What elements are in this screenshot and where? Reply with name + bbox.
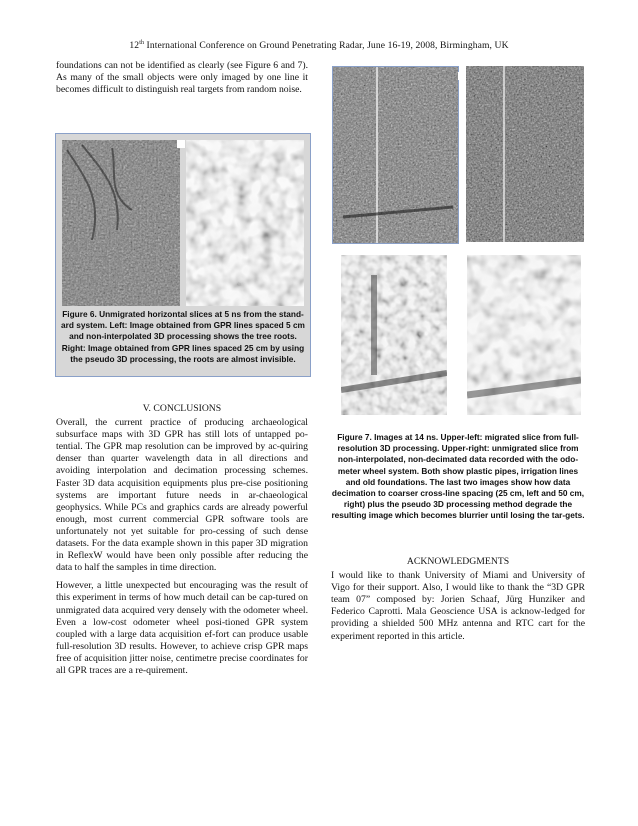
intro-paragraph: foundations can not be identified as clearly (see Figure 6 and 7). As many of the small objects were only imaged by one line it becomes difficult to distinguish real targets from random noise. bbox=[56, 60, 308, 96]
acknowledgments-section bbox=[331, 556, 585, 643]
figure-7-caption: Figure 7. Images at 14 ns. Upper-left: migrated slice from full-resolution 3D processing. Upper-right: unmigrated slice from non-interpolated, non-decimated data recorded with the odo-meter wheel system. Both show plastic pipes, irrigation lines and old foundations. The last two images show how data decimation to coarser cross-line spacing (25 cm, left and 50 cm, right) plus the pseudo 3D processing method degrade the resulting image which becomes blurrier until losing the tar-gets. bbox=[331, 432, 585, 521]
figure-6 bbox=[55, 133, 311, 377]
figure-7-upper-right-image bbox=[466, 66, 584, 242]
figure-6-marker bbox=[177, 140, 185, 148]
figure-7-lower-right-image bbox=[467, 255, 581, 415]
conclusions-paragraph-1: Overall, the current practice of producing archaeological subsurface maps with 3D GPR has still lots of untapped po-tential. The GPR map resolution can be improved by ac-quiring denser than quarter wavelength data in all directions and avoiding interpolation and decimation processing schemes. Faster 3D data acquisition equipments plus pre-cise positioning systems are important future needs in ar-chaeological geophysics. While PCs and graphics cards are already powerful enough, most current commercial GPR software tools are unfortunately not yet suitable for pro-cessing of such dense datasets. For the data example shown in this paper 3D migration in ReflexW would have been only possible after reducing the data to half the samples in time direction. bbox=[56, 417, 308, 574]
figure-7-lower-left-image bbox=[341, 255, 447, 415]
figure-6-caption: Figure 6. Unmigrated horizontal slices at 5 ns from the stand-ard system. Left: Image obtained from GPR lines spaced 5 cm and non-interpolated 3D processing shows the tree roots. Right: Image obtained from GPR lines spaced 25 cm by using the pseudo 3D processing, the roots are almost invisible. bbox=[61, 309, 305, 364]
conclusions-section bbox=[56, 403, 308, 677]
figure-7-marker bbox=[458, 72, 466, 80]
figure-6-right-image bbox=[186, 140, 304, 306]
figure-7-caption-block bbox=[331, 432, 585, 522]
figure-7-upper-left-image bbox=[332, 66, 459, 244]
acknowledgments-heading: ACKNOWLEDGMENTS bbox=[406, 556, 510, 567]
conclusions-paragraph-2: However, a little unexpected but encouraging was the result of this experiment in terms of how much detail can be cap-tured on unmigrated data acquired very densely with the odometer wheel. Even a low-cost odometer wheel posi-tioned GPR system coupled with a large data acquisition ef-fort can produce usable full-resolution 3D results. However, to achieve crisp GPR maps free of acquisition jitter noise, centimetre precise coordinates for all GPR traces are a re-quirement. bbox=[56, 580, 308, 676]
left-column bbox=[56, 60, 308, 96]
conclusions-heading: V. CONCLUSIONS bbox=[142, 403, 222, 414]
running-header: 12th International Conference on Ground Penetrating Radar, June 16-19, 2008, Birmingham, UK bbox=[129, 40, 509, 52]
acknowledgments-paragraph: I would like to thank University of Miami and University of Vigo for their support. Also, I would like to thank the “3D GPR team 07” composed by: Jorien Schaaf, Jürg Hunziker and Federico Caprotti. Mala Geoscience USA is acknow-ledged for providing a shielded 500 MHz antenna and RTC cart for the experiment reported in this article. bbox=[331, 570, 585, 642]
figure-6-left-image bbox=[62, 140, 180, 306]
